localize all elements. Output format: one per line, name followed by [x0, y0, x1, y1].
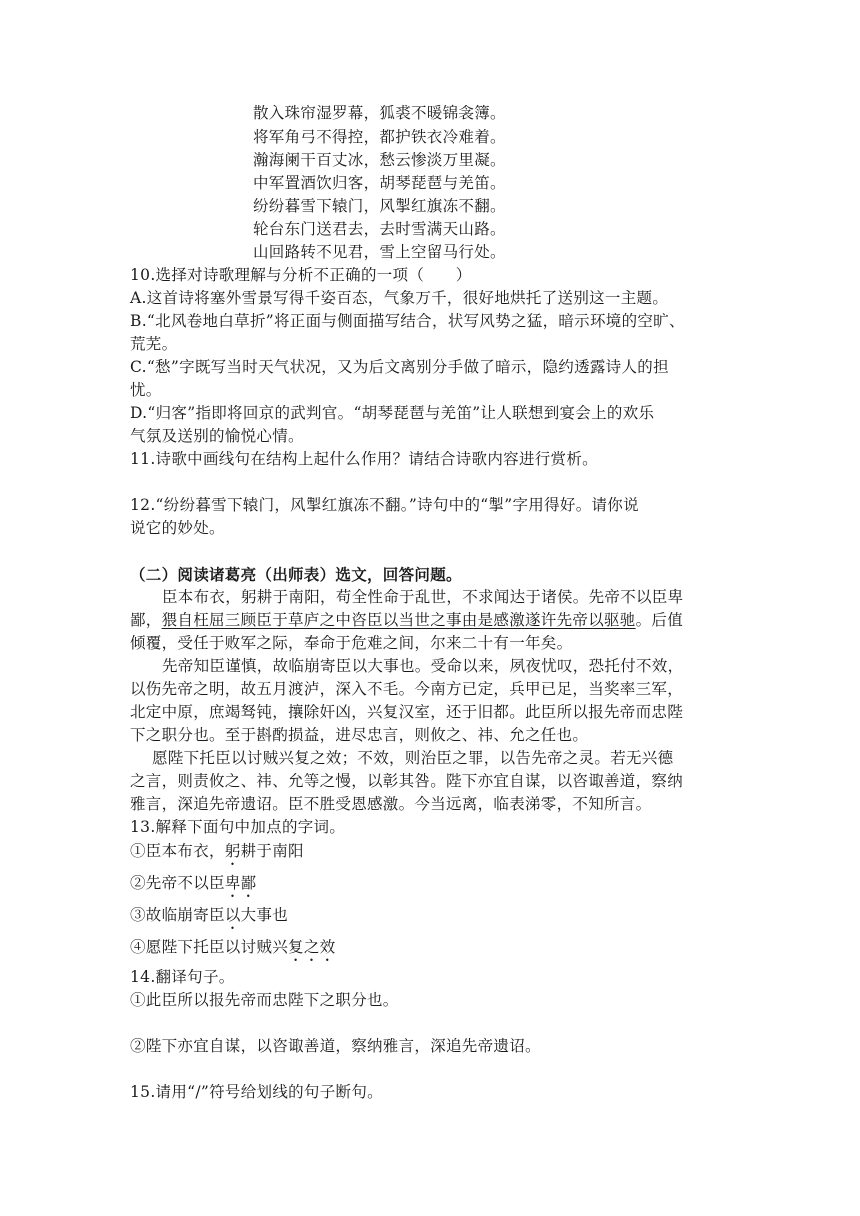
item-text: ④愿陛下托臣以讨贼兴	[130, 938, 289, 956]
dotted-word: 以	[224, 906, 241, 924]
passage-line	[130, 609, 730, 632]
question-13-item-4	[130, 936, 730, 965]
poem-line: 山回路转不见君，雪上空留马行处。	[253, 243, 506, 261]
question-12-cont: 说它的妙处。	[130, 519, 225, 537]
passage-line: 先帝知臣谨慎，故临崩寄臣以大事也。受命以来，夙夜忧叹，恐托付不效，	[162, 657, 684, 675]
dotted-word: 复之效	[288, 938, 336, 956]
translate-sentence-1: ①此臣所以报先帝而忠陛下之职分也。	[130, 991, 399, 1009]
poem-line: 中军置酒饮归客，胡琴琵琶与羌笛。	[253, 174, 506, 192]
item-text: ①臣本布衣，	[130, 842, 225, 860]
translate-sentence-2: ②陛下亦宜自谋，以咨诹善道，察纳雅言，深追先帝遗诏。	[130, 1037, 541, 1055]
option-d-cont: 气氛及送别的愉悦心情。	[130, 427, 304, 445]
passage-line: 倾覆，受任于败军之际，奉命于危难之间，尔来二十有一年矣。	[130, 634, 573, 652]
passage-line: 以伤先帝之明，故五月渡泸，深入不毛。今南方已定，兵甲已足，当奖率三军，	[130, 680, 684, 698]
passage-line: 雅言，深追先帝遗诏。臣不胜受恩感激。今当远离，临表涕零，不知所言。	[130, 795, 652, 813]
section-2-title: （二）阅读诸葛亮（出师表）选文，回答问题。	[130, 565, 462, 584]
option-a: A.这首诗将塞外雪景写得千姿百态，气象万千，很好地烘托了送别这一主题。	[130, 289, 669, 307]
option-c-cont: 忧。	[130, 381, 162, 399]
poem-line: 将军角弓不得控，都护铁衣冷难着。	[253, 128, 506, 146]
passage-line: 愿陛下托臣以讨贼兴复之效；不效，则治臣之罪，以告先帝之灵。若无兴德	[152, 749, 674, 767]
item-text: ③故临崩寄臣	[130, 906, 225, 924]
item-text: ②先帝不以臣	[130, 874, 225, 892]
item-text: 耕于南阳	[240, 842, 304, 860]
question-13-item-2	[130, 872, 730, 901]
question-15: 15.请用“/”符号给划线的句子断句。	[130, 1083, 383, 1101]
question-11: 11.诗歌中画线句在结构上起什么作用？请结合诗歌内容进行赏析。	[130, 450, 598, 468]
question-13-stem: 13.解释下面句中加点的字词。	[130, 818, 346, 836]
dotted-word: 躬	[224, 842, 241, 860]
question-13-item-1	[130, 840, 730, 869]
option-d: D.“归客”指即将回京的武判官。“胡琴琵琶与羌笛”让人联想到宴会上的欢乐	[130, 404, 655, 422]
poem-line: 散入珠帘湿罗幕，狐裘不暖锦衾簿。	[253, 104, 506, 122]
passage-line: 下之职分也。至于斟酌损益，进尽忠言，则攸之、祎、允之任也。	[130, 726, 589, 744]
underlined-sentence: 猥自枉屈三顾臣于草庐之中咨臣以当世之事由是感激遂许先帝以驱驰	[161, 611, 636, 629]
passage-line: 臣本布衣，躬耕于南阳，苟全性命于乱世，不求闻达于诸侯。先帝不以臣卑	[162, 588, 684, 606]
poem-line: 瀚海阑干百丈冰，愁云惨淡万里凝。	[253, 151, 506, 169]
passage-text: 鄙，	[130, 611, 162, 629]
item-text: 大事也	[240, 906, 289, 924]
passage-line: 之言，则责攸之、祎、允等之慢，以彰其咎。陛下亦宜自谋，以咨诹善道，察纳	[130, 772, 684, 790]
question-12: 12.“纷纷暮雪下辕门，风掣红旗冻不翻。”诗句中的“掣”字用得好。请你说	[130, 496, 639, 514]
question-10-stem: 10.选择对诗歌理解与分析不正确的一项（ ）	[130, 266, 472, 284]
dotted-word: 卑鄙	[224, 874, 257, 892]
poem-line: 纷纷暮雪下辕门，风掣红旗冻不翻。	[253, 197, 506, 215]
passage-text: 。后值	[635, 611, 684, 629]
question-13-item-3	[130, 904, 730, 933]
option-b: B.“北风卷地白草折”将正面与侧面描写结合，状写风势之猛，暗示环境的空旷、	[130, 312, 685, 330]
option-c: C.“愁”字既写当时天气状况，又为后文离别分手做了暗示，隐约透露诗人的担	[130, 358, 669, 376]
poem-line: 轮台东门送君去，去时雪满天山路。	[253, 220, 506, 238]
option-b-cont: 荒芜。	[130, 335, 178, 353]
question-14-stem: 14.翻译句子。	[130, 968, 235, 986]
passage-line: 北定中原，庶竭驽钝，攘除奸凶，兴复汉室，还于旧都。此臣所以报先帝而忠陛	[130, 703, 684, 721]
